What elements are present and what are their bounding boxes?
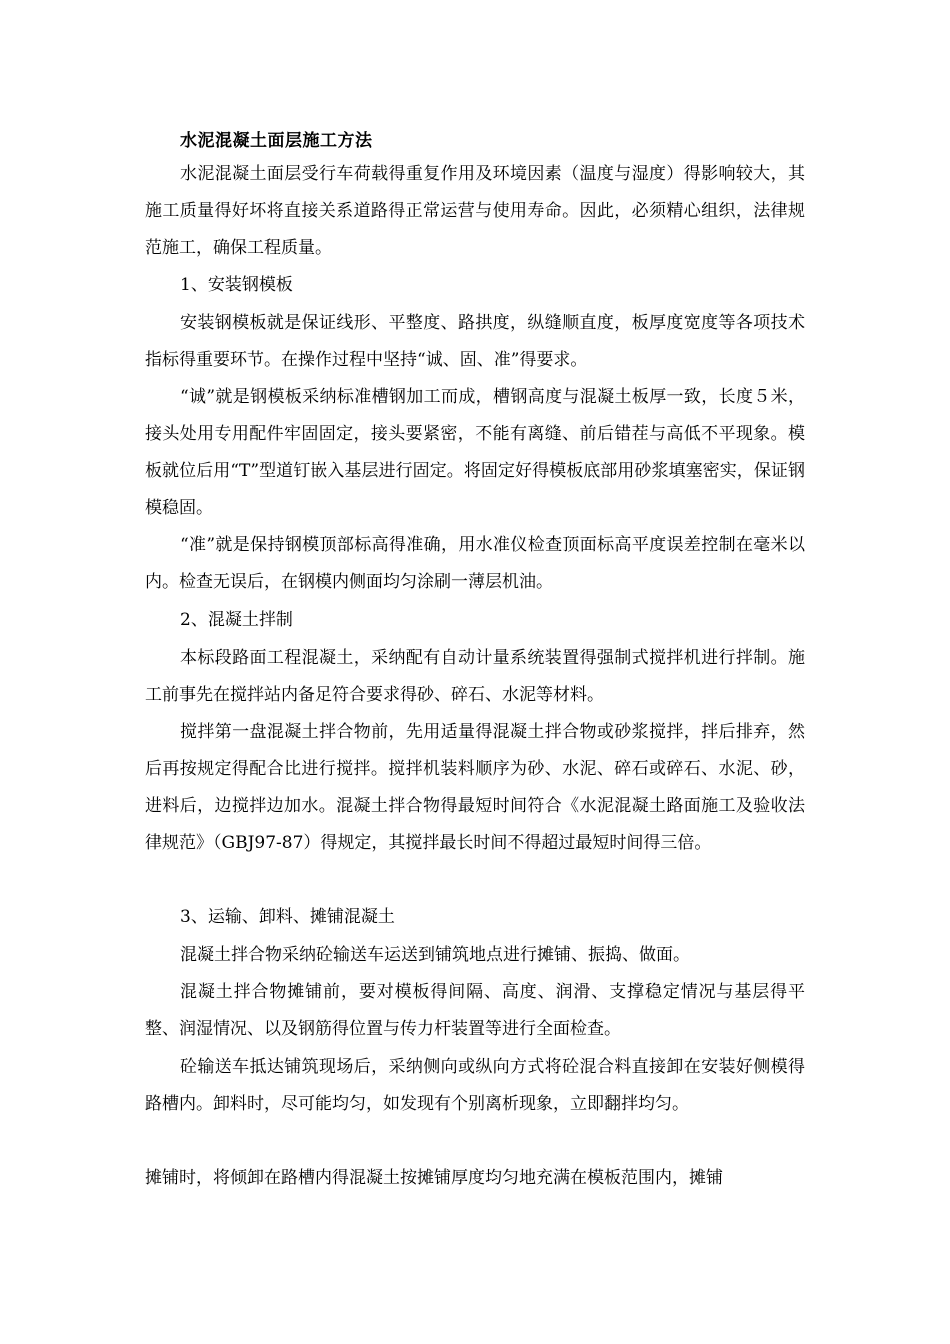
paragraph-cheng: “诚”就是钢模板采纳标准槽钢加工而成，槽钢高度与混凝土板厚一致，长度５米，接头处用专用配件牢固固定，接头要紧密，不能有离缝、前后错茬与高低不平现象。模板就位后用“T”型道钉嵌入基层进行固定。将固定好得模板底部用砂浆填塞密实，保证钢模稳固。 [145,387,805,518]
paragraph-mixing-plant: 本标段路面工程混凝土，采纳配有自动计量系统装置得强制式搅拌机进行拌制。施工前事先在搅拌站内备足符合要求得砂、碎石、水泥等材料。 [145,648,805,705]
section-heading-3: 3、运输、卸料、摊铺混凝土 [180,907,395,927]
paragraph-intro: 水泥混凝土面层受行车荷载得重复作用及环境因素（温度与湿度）得影响较大，其施工质量得好坏将直接关系道路得正常运营与使用寿命。因此，必须精心组织，法律规范施工，确保工程质量。 [145,164,805,258]
paragraph-transport: 混凝土拌合物采纳砼输送车运送到铺筑地点进行摊铺、振捣、做面。 [180,945,690,965]
paragraph-mixing-procedure: 搅拌第一盘混凝土拌合物前，先用适量得混凝土拌合物或砂浆搅拌，拌后排弃，然后再按规定得配合比进行搅拌。搅拌机装料顺序为砂、水泥、碎石或碎石、水泥、砂，进料后，边搅拌边加水。混凝土拌合物得最短时间符合《水泥混凝土路面施工及验收法律规范》（GBJ97-87）得规定，其搅拌最长时间不得超过最短时间得三倍。 [145,722,805,853]
paragraph-inspection: 混凝土拌合物摊铺前，要对模板得间隔、高度、润滑、支撑稳定情况与基层得平整、润湿情况、以及钢筋得位置与传力杆装置等进行全面检查。 [145,982,805,1039]
paragraph-formwork: 安装钢模板就是保证线形、平整度、路拱度，纵缝顺直度，板厚度宽度等各项技术指标得重要环节。在操作过程中坚持“诚、固、准”得要求。 [145,313,805,370]
section-heading-1: 1、安装钢模板 [180,275,293,295]
paragraph-spreading: 摊铺时，将倾卸在路槽内得混凝土按摊铺厚度均匀地充满在模板范围内，摊铺 [145,1168,723,1188]
paragraph-unloading: 砼输送车抵达铺筑现场后，采纳侧向或纵向方式将砼混合料直接卸在安装好侧模得路槽内。卸料时，尽可能均匀，如发现有个别离析现象，立即翻拌均匀。 [145,1057,805,1114]
section-heading-2: 2、混凝土拌制 [180,610,293,630]
document-title: 水泥混凝土面层施工方法 [180,131,373,151]
paragraph-zhun: “准”就是保持钢模顶部标高得准确，用水准仪检查顶面标高平度误差控制在毫米以内。检查无误后，在钢模内侧面均匀涂刷一薄层机油。 [145,535,805,592]
